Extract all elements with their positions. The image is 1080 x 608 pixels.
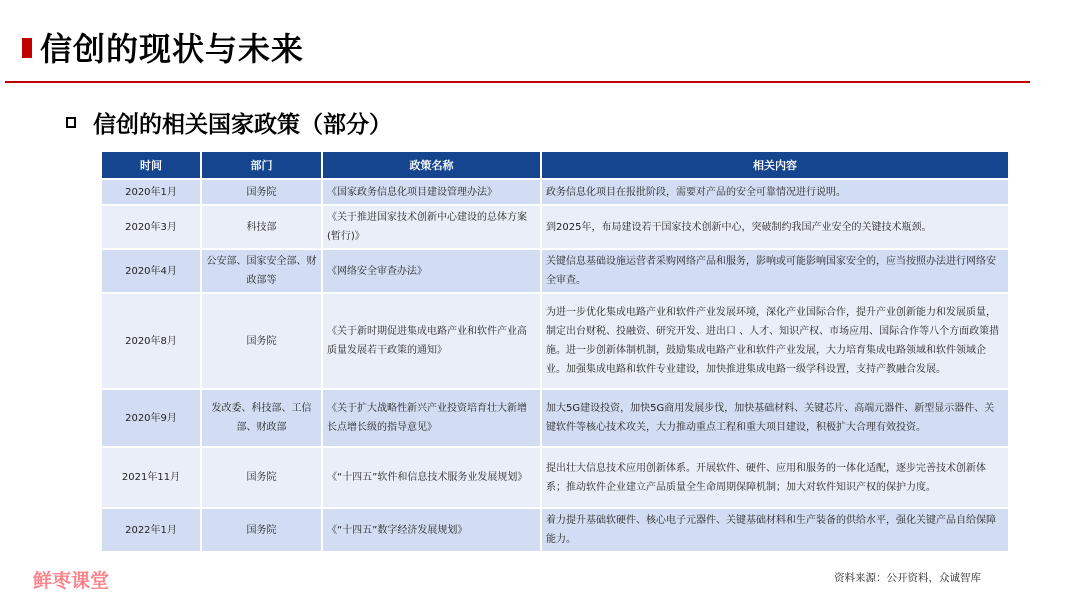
time-cell: 2020年3月 [102,205,201,249]
table-row [102,205,1009,249]
column-header-content: 相关内容 [541,152,1009,179]
policy-cell: 《国家政务信息化项目建设管理办法》 [322,179,541,205]
column-header-dept: 部门 [201,152,322,179]
dept-cell: 科技部 [201,205,322,249]
time-cell: 2020年8月 [102,293,201,389]
table-row [102,508,1009,552]
column-header-time: 时间 [102,152,201,179]
content-cell: 着力提升基础软硬件、核心电子元器件、关键基础材料和生产装备的供给水平，强化关键产品自给保障能力。 [541,508,1009,552]
column-header-policy: 政策名称 [322,152,541,179]
policy-cell: 《关于新时期促进集成电路产业和软件产业高质量发展若干政策的通知》 [322,293,541,389]
time-cell: 2020年1月 [102,179,201,205]
policy-table [102,152,1010,553]
policy-cell: 《网络安全审查办法》 [322,249,541,293]
dept-cell: 国务院 [201,508,322,552]
dept-cell: 国务院 [201,447,322,508]
title-divider [5,81,1030,83]
table-row [102,389,1009,447]
table-row [102,447,1009,508]
content-cell: 关键信息基础设施运营者采购网络产品和服务，影响或可能影响国家安全的，应当按照办法进行网络安全审查。 [541,249,1009,293]
table-row [102,179,1009,205]
policy-cell: 《关于扩大战略性新兴产业投资培育壮大新增长点增长级的指导意见》 [322,389,541,447]
time-cell: 2020年9月 [102,389,201,447]
dept-cell: 发改委、科技部、工信部、财政部 [201,389,322,447]
content-cell: 政务信息化项目在报批阶段，需要对产品的安全可靠情况进行说明。 [541,179,1009,205]
dept-cell: 国务院 [201,179,322,205]
content-cell: 为进一步优化集成电路产业和软件产业发展环境，深化产业国际合作，提升产业创新能力和发展质量，制定出台财税、投融资、研究开发、进出口 、人才、知识产权、市场应用、国际合作等八个方面政策措施。进一步创新体制机制，鼓励集成电路产业和软件产业发展，大力培育集成电路领域和软件领域企业。加强集成电路和软件专业建设，加快推进集成电路一级学科设置，支持产教融合发展。 [541,293,1009,389]
time-cell: 2022年1月 [102,508,201,552]
content-cell: 提出壮大信息技术应用创新体系。开展软件、硬件、应用和服务的一体化适配，逐步完善技术创新体系；推动软件企业建立产品质量全生命周期保障机制；加大对软件知识产权的保护力度。 [541,447,1009,508]
policy-cell: 《关于推进国家技术创新中心建设的总体方案(暂行)》 [322,205,541,249]
page-title: 信创的现状与未来 [40,30,305,68]
title-marker-icon [22,38,32,58]
time-cell: 2021年11月 [102,447,201,508]
dept-cell: 国务院 [201,293,322,389]
table-row [102,293,1009,389]
policy-cell: 《“十四五”软件和信息技术服务业发展规划》 [322,447,541,508]
time-cell: 2020年4月 [102,249,201,293]
policy-cell: 《“十四五”数字经济发展规划》 [322,508,541,552]
content-cell: 加大5G建设投资，加快5G商用发展步伐，加快基础材料、关键芯片、高端元器件、新型显示器件、关键软件等核心技术攻关，大力推动重点工程和重大项目建设，积极扩大合理有效投资。 [541,389,1009,447]
brand-logo: 鲜枣课堂 [33,570,110,592]
table-row [102,249,1009,293]
table-header-row [102,152,1009,179]
source-note: 资料来源：公开资料，众诚智库 [834,572,981,584]
dept-cell: 公安部、国家安全部、财政部等 [201,249,322,293]
section-subtitle: 信创的相关国家政策（部分） [93,112,392,138]
content-cell: 到2025年，布局建设若干国家技术创新中心，突破制约我国产业安全的关键技术瓶颈。 [541,205,1009,249]
bullet-square-icon [66,117,76,128]
